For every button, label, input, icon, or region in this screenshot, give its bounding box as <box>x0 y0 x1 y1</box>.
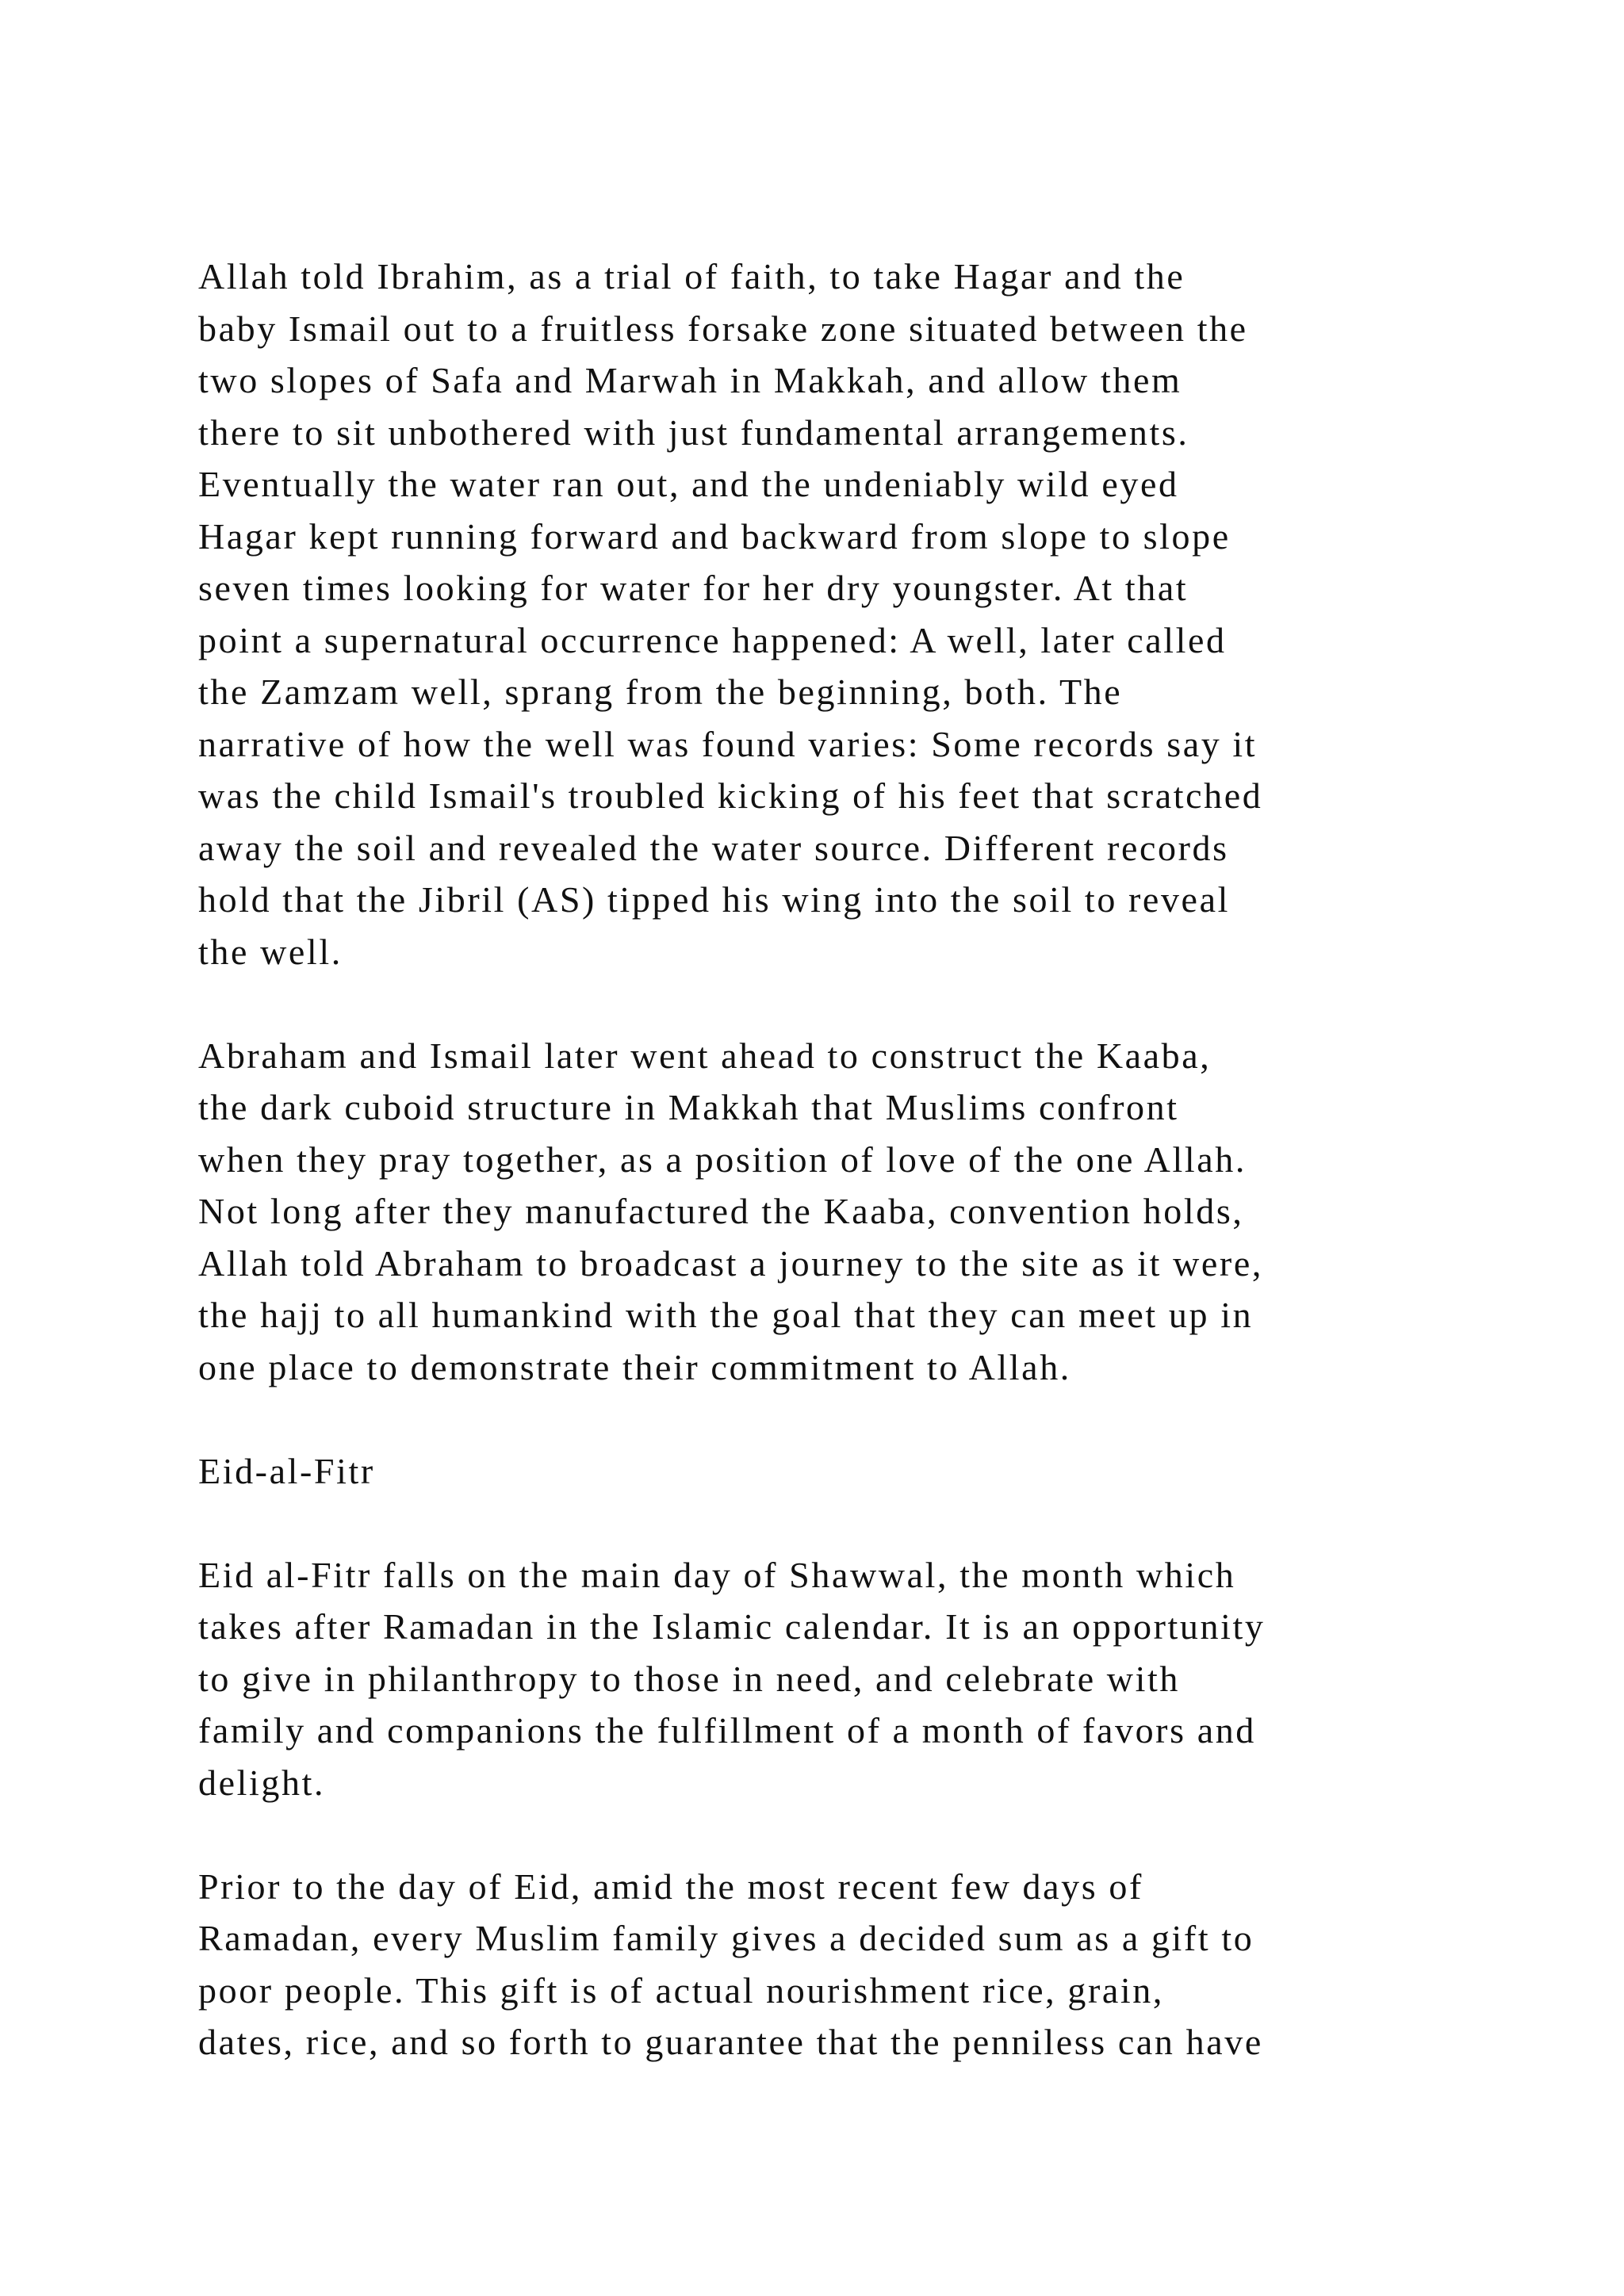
paragraph-gap <box>198 978 1507 1030</box>
text-line: Prior to the day of Eid, amid the most recent few days of <box>198 1866 1143 1907</box>
text-line: one place to demonstrate their commitment to Allah. <box>198 1346 1071 1387</box>
text-line: was the child Ismail's troubled kicking of his feet that scratched <box>198 775 1263 816</box>
text-line: Hagar kept running forward and backward from slope to slope <box>198 515 1231 557</box>
text-line: family and companions the fulfillment of a month of favors and <box>198 1710 1256 1751</box>
text-line: the dark cuboid structure in Makkah that Muslims confront <box>198 1087 1179 1127</box>
text-line: to give in philanthropy to those in need, and celebrate with <box>198 1658 1180 1699</box>
text-line: two slopes of Safa and Marwah in Makkah, and allow them <box>198 360 1182 400</box>
text-line: Ramadan, every Muslim family gives a decided sum as a gift to <box>198 1918 1254 1958</box>
text-line: point a supernatural occurrence happened: A well, later called <box>198 619 1227 660</box>
text-line: the well. <box>198 931 343 972</box>
paragraph-gap <box>198 1393 1507 1445</box>
text-line: narrative of how the well was found varies: Some records say it <box>198 723 1258 764</box>
text-line: there to sit unbothered with just fundamental arrangements. <box>198 411 1189 453</box>
paragraph-shawwal <box>198 1549 1507 1809</box>
text-line: Eid al-Fitr falls on the main day of Shawwal, the month which <box>198 1554 1236 1595</box>
text-line: the Zamzam well, sprang from the beginning, both. The <box>198 672 1123 712</box>
text-line: Allah told Abraham to broadcast a journey to the site as it were, <box>198 1242 1263 1284</box>
text-line: the hajj to all humankind with the goal that they can meet up in <box>198 1295 1254 1335</box>
text-line: Allah told Ibrahim, as a trial of faith, to take Hagar and the <box>198 256 1185 297</box>
text-line: baby Ismail out to a fruitless forsake zone situated between the <box>198 308 1248 349</box>
paragraph-gap <box>198 1497 1507 1549</box>
paragraph-charity <box>198 1861 1507 2068</box>
text-line: Eventually the water ran out, and the undeniably wild eyed <box>198 464 1179 504</box>
text-line: when they pray together, as a position of love of the one Allah. <box>198 1138 1247 1180</box>
text-line: takes after Ramadan in the Islamic calendar. It is an opportunity <box>198 1606 1266 1647</box>
text-line: away the soil and revealed the water source. Different records <box>198 827 1229 868</box>
text-line: Not long after they manufactured the Kaaba, convention holds, <box>198 1191 1244 1231</box>
text-line: delight. <box>198 1762 326 1803</box>
paragraph-hagar-zamzam <box>198 251 1507 978</box>
section-heading-eid-al-fitr <box>198 1445 1507 1498</box>
paragraph-kaaba <box>198 1030 1507 1394</box>
text-line: dates, rice, and so forth to guarantee that the penniless can have <box>198 2022 1263 2062</box>
text-line: poor people. This gift is of actual nourishment rice, grain, <box>198 1969 1164 2011</box>
text-line: Abraham and Ismail later went ahead to construct the Kaaba, <box>198 1035 1212 1076</box>
text-line: hold that the Jibril (AS) tipped his wing into the soil to reveal <box>198 879 1230 920</box>
paragraph-gap <box>198 1808 1507 1861</box>
text-line: seven times looking for water for her dry youngster. At that <box>198 568 1189 608</box>
document-body <box>198 251 1507 2068</box>
heading-line: Eid-al-Fitr <box>198 1450 375 1491</box>
